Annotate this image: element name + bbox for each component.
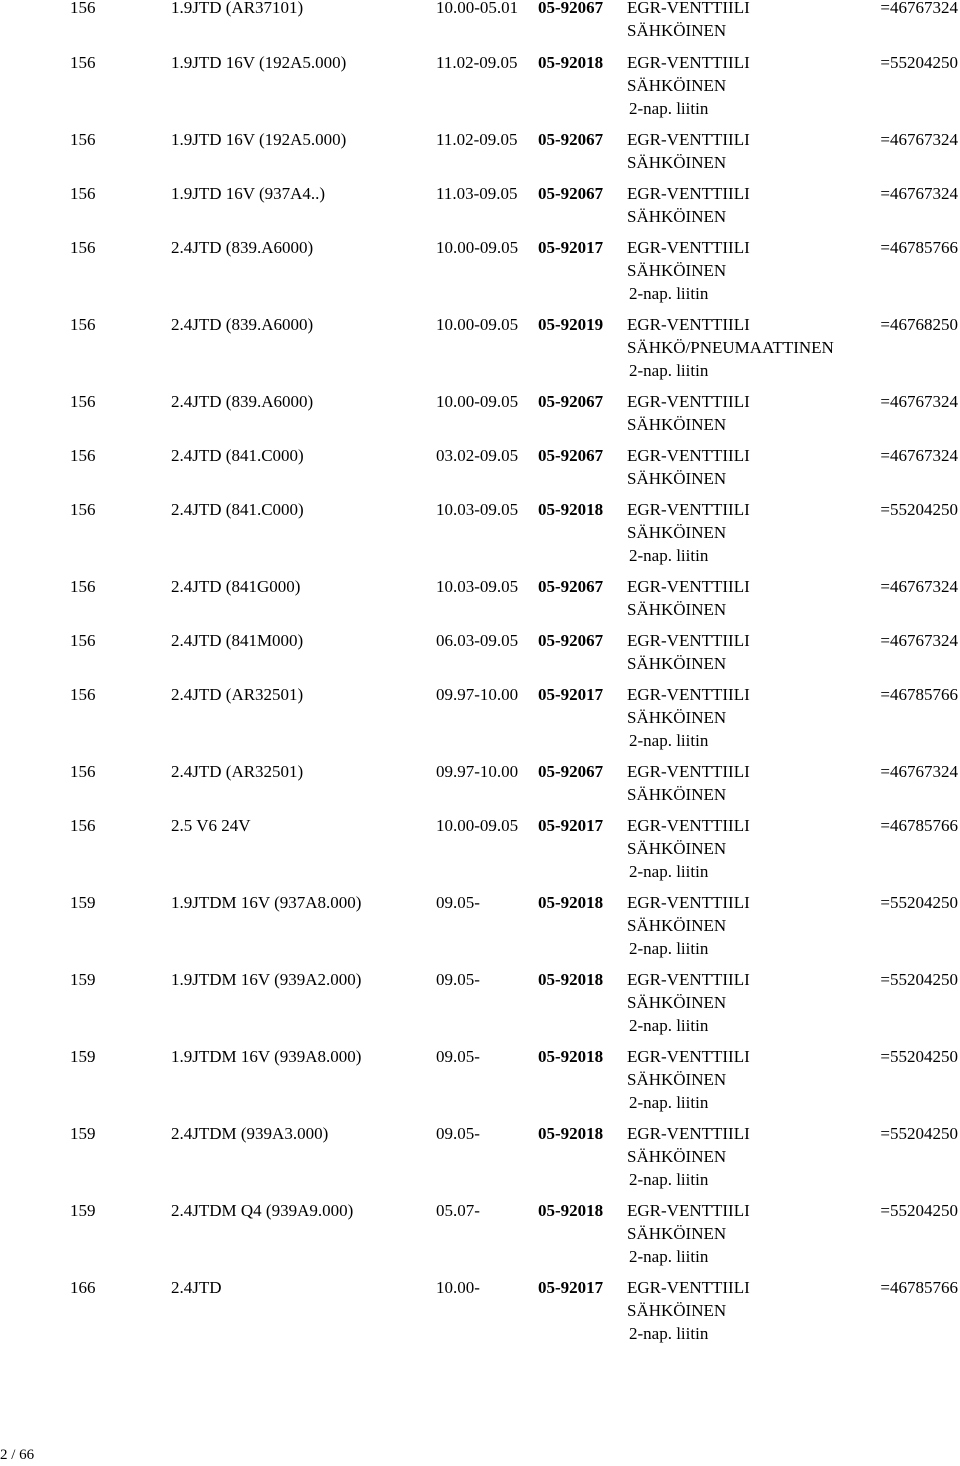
description-cell (627, 1045, 750, 1114)
description-cell (627, 683, 750, 752)
description-cell (627, 390, 750, 436)
description-line: SÄHKÖINEN (627, 21, 727, 40)
years-cell: 09.05- (436, 1124, 480, 1143)
connector-note: 2-nap. liitin (629, 939, 709, 958)
description-line: EGR-VENTTIILI (627, 392, 750, 411)
years-cell: 10.00-05.01 (436, 0, 519, 17)
model-cell: 156 (70, 392, 96, 411)
description-line: SÄHKÖINEN (627, 1147, 727, 1166)
description-line: SÄHKÖINEN (627, 600, 727, 619)
engine-cell: 2.5 V6 24V (171, 816, 251, 835)
description-line: EGR-VENTTIILI (627, 1124, 750, 1143)
description-cell (627, 575, 750, 621)
years-cell: 10.00-09.05 (436, 238, 519, 257)
description-cell (627, 498, 750, 567)
engine-cell: 2.4JTD (841.C000) (171, 446, 304, 465)
model-cell: 156 (70, 500, 96, 519)
model-cell: 156 (70, 184, 96, 203)
connector-note: 2-nap. liitin (629, 1324, 709, 1343)
description-cell (627, 1199, 750, 1268)
engine-cell: 2.4JTDM Q4 (939A9.000) (171, 1201, 354, 1220)
description-line: EGR-VENTTIILI (627, 577, 750, 596)
description-cell (627, 182, 750, 228)
years-cell: 06.03-09.05 (436, 631, 519, 650)
description-line: SÄHKÖINEN (627, 153, 727, 172)
description-line: EGR-VENTTIILI (627, 184, 750, 203)
years-cell: 11.03-09.05 (436, 184, 518, 203)
connector-note: 2-nap. liitin (629, 284, 709, 303)
years-cell: 09.05- (436, 893, 480, 912)
part-code-cell: 05-92067 (538, 631, 604, 650)
model-cell: 159 (70, 1201, 96, 1220)
connector-note: 2-nap. liitin (629, 1170, 709, 1189)
part-code-cell: 05-92018 (538, 1047, 604, 1066)
description-cell (627, 760, 750, 806)
description-line: SÄHKÖINEN (627, 207, 727, 226)
connector-note: 2-nap. liitin (629, 731, 709, 750)
years-cell: 05.07- (436, 1201, 480, 1220)
connector-note: 2-nap. liitin (629, 1016, 709, 1035)
engine-cell: 2.4JTD (171, 1278, 222, 1297)
description-line: SÄHKÖINEN (627, 469, 727, 488)
description-line: SÄHKÖINEN (627, 785, 727, 804)
connector-note: 2-nap. liitin (629, 546, 709, 565)
part-code-cell: 05-92067 (538, 130, 604, 149)
oem-number-cell: =46767324 (880, 577, 958, 596)
part-code-cell: 05-92017 (538, 816, 604, 835)
engine-cell: 2.4JTD (841.C000) (171, 500, 304, 519)
part-code-cell: 05-92018 (538, 1124, 604, 1143)
description-line: EGR-VENTTIILI (627, 762, 750, 781)
oem-number-cell: =55204250 (880, 970, 958, 989)
oem-number-cell: =46767324 (880, 392, 958, 411)
description-line: SÄHKÖINEN (627, 1301, 727, 1320)
description-line: SÄHKÖINEN (627, 708, 727, 727)
description-line: SÄHKÖINEN (627, 993, 727, 1012)
description-cell (627, 891, 750, 960)
description-cell (627, 629, 750, 675)
description-line: EGR-VENTTIILI (627, 1201, 750, 1220)
years-cell: 09.97-10.00 (436, 762, 519, 781)
connector-note: 2-nap. liitin (629, 1247, 709, 1266)
years-cell: 10.00-09.05 (436, 392, 519, 411)
description-cell (627, 1276, 750, 1345)
oem-number-cell: =46785766 (880, 816, 958, 835)
description-line: EGR-VENTTIILI (627, 238, 750, 257)
description-line: SÄHKÖINEN (627, 1070, 727, 1089)
description-line: EGR-VENTTIILI (627, 315, 750, 334)
part-code-cell: 05-92018 (538, 1201, 604, 1220)
oem-number-cell: =46785766 (880, 238, 958, 257)
model-cell: 156 (70, 0, 96, 17)
description-line: EGR-VENTTIILI (627, 893, 750, 912)
part-code-cell: 05-92067 (538, 446, 604, 465)
model-cell: 159 (70, 893, 96, 912)
engine-cell: 1.9JTD 16V (937A4..) (171, 184, 326, 203)
engine-cell: 1.9JTDM 16V (939A2.000) (171, 970, 362, 989)
model-cell: 156 (70, 631, 96, 650)
description-cell (627, 128, 750, 174)
description-cell (627, 968, 750, 1037)
oem-number-cell: =46767324 (880, 184, 958, 203)
description-line: SÄHKÖINEN (627, 523, 727, 542)
description-line: SÄHKÖINEN (627, 261, 727, 280)
oem-number-cell: =46767324 (880, 631, 958, 650)
connector-note: 2-nap. liitin (629, 99, 709, 118)
model-cell: 156 (70, 577, 96, 596)
oem-number-cell: =55204250 (880, 1201, 958, 1220)
description-line: EGR-VENTTIILI (627, 970, 750, 989)
model-cell: 156 (70, 816, 96, 835)
description-line: SÄHKÖINEN (627, 415, 727, 434)
description-line: SÄHKÖ/PNEUMAATTINEN (627, 338, 834, 357)
description-line: EGR-VENTTIILI (627, 1278, 750, 1297)
description-line: EGR-VENTTIILI (627, 1047, 750, 1066)
part-code-cell: 05-92067 (538, 577, 604, 596)
years-cell: 10.00- (436, 1278, 480, 1297)
description-cell (627, 444, 750, 490)
model-cell: 156 (70, 685, 96, 704)
description-line: EGR-VENTTIILI (627, 130, 750, 149)
years-cell: 09.97-10.00 (436, 685, 519, 704)
part-code-cell: 05-92017 (538, 238, 604, 257)
part-code-cell: 05-92067 (538, 184, 604, 203)
years-cell: 11.02-09.05 (436, 130, 518, 149)
part-code-cell: 05-92018 (538, 53, 604, 72)
years-cell: 10.03-09.05 (436, 500, 519, 519)
oem-number-cell: =46767324 (880, 762, 958, 781)
oem-number-cell: =55204250 (880, 893, 958, 912)
description-cell (627, 236, 750, 305)
engine-cell: 1.9JTDM 16V (937A8.000) (171, 893, 362, 912)
oem-number-cell: =46768250 (880, 315, 958, 334)
oem-number-cell: =55204250 (880, 500, 958, 519)
description-cell (627, 814, 750, 883)
engine-cell: 2.4JTD (839.A6000) (171, 315, 314, 334)
engine-cell: 1.9JTD (AR37101) (171, 0, 304, 17)
oem-number-cell: =46785766 (880, 1278, 958, 1297)
connector-note: 2-nap. liitin (629, 1093, 709, 1112)
oem-number-cell: =46767324 (880, 446, 958, 465)
part-code-cell: 05-92019 (538, 315, 604, 334)
description-cell (627, 313, 834, 382)
engine-cell: 2.4JTD (839.A6000) (171, 238, 314, 257)
engine-cell: 2.4JTD (841M000) (171, 631, 304, 650)
years-cell: 11.02-09.05 (436, 53, 518, 72)
model-cell: 159 (70, 970, 96, 989)
description-line: SÄHKÖINEN (627, 916, 727, 935)
connector-note: 2-nap. liitin (629, 862, 709, 881)
model-cell: 156 (70, 238, 96, 257)
description-line: SÄHKÖINEN (627, 76, 727, 95)
oem-number-cell: =55204250 (880, 1047, 958, 1066)
oem-number-cell: =55204250 (880, 1124, 958, 1143)
years-cell: 09.05- (436, 1047, 480, 1066)
description-line: EGR-VENTTIILI (627, 53, 750, 72)
engine-cell: 2.4JTD (AR32501) (171, 762, 304, 781)
engine-cell: 1.9JTD 16V (192A5.000) (171, 53, 347, 72)
part-code-cell: 05-92018 (538, 970, 604, 989)
oem-number-cell: =46767324 (880, 0, 958, 17)
engine-cell: 2.4JTD (AR32501) (171, 685, 304, 704)
description-line: EGR-VENTTIILI (627, 631, 750, 650)
description-line: EGR-VENTTIILI (627, 500, 750, 519)
model-cell: 156 (70, 53, 96, 72)
oem-number-cell: =46767324 (880, 130, 958, 149)
engine-cell: 2.4JTD (841G000) (171, 577, 301, 596)
oem-number-cell: =55204250 (880, 53, 958, 72)
model-cell: 156 (70, 130, 96, 149)
description-line: EGR-VENTTIILI (627, 0, 750, 17)
part-code-cell: 05-92067 (538, 392, 604, 411)
description-line: SÄHKÖINEN (627, 1224, 727, 1243)
years-cell: 03.02-09.05 (436, 446, 519, 465)
years-cell: 10.00-09.05 (436, 816, 519, 835)
description-line: SÄHKÖINEN (627, 839, 727, 858)
engine-cell: 1.9JTDM 16V (939A8.000) (171, 1047, 362, 1066)
model-cell: 159 (70, 1047, 96, 1066)
part-code-cell: 05-92018 (538, 893, 604, 912)
model-cell: 159 (70, 1124, 96, 1143)
part-code-cell: 05-92018 (538, 500, 604, 519)
description-line: EGR-VENTTIILI (627, 816, 750, 835)
model-cell: 156 (70, 446, 96, 465)
description-line: EGR-VENTTIILI (627, 446, 750, 465)
description-line: SÄHKÖINEN (627, 654, 727, 673)
years-cell: 10.03-09.05 (436, 577, 519, 596)
part-code-cell: 05-92067 (538, 762, 604, 781)
oem-number-cell: =46785766 (880, 685, 958, 704)
page-number: 2 / 66 (0, 1447, 35, 1463)
description-cell (627, 0, 750, 42)
model-cell: 166 (70, 1278, 96, 1297)
model-cell: 156 (70, 762, 96, 781)
model-cell: 156 (70, 315, 96, 334)
years-cell: 09.05- (436, 970, 480, 989)
description-cell (627, 1122, 750, 1191)
part-code-cell: 05-92067 (538, 0, 604, 17)
engine-cell: 2.4JTDM (939A3.000) (171, 1124, 329, 1143)
part-code-cell: 05-92017 (538, 685, 604, 704)
description-cell (627, 51, 750, 120)
connector-note: 2-nap. liitin (629, 361, 709, 380)
engine-cell: 1.9JTD 16V (192A5.000) (171, 130, 347, 149)
engine-cell: 2.4JTD (839.A6000) (171, 392, 314, 411)
description-line: EGR-VENTTIILI (627, 685, 750, 704)
years-cell: 10.00-09.05 (436, 315, 519, 334)
part-code-cell: 05-92017 (538, 1278, 604, 1297)
